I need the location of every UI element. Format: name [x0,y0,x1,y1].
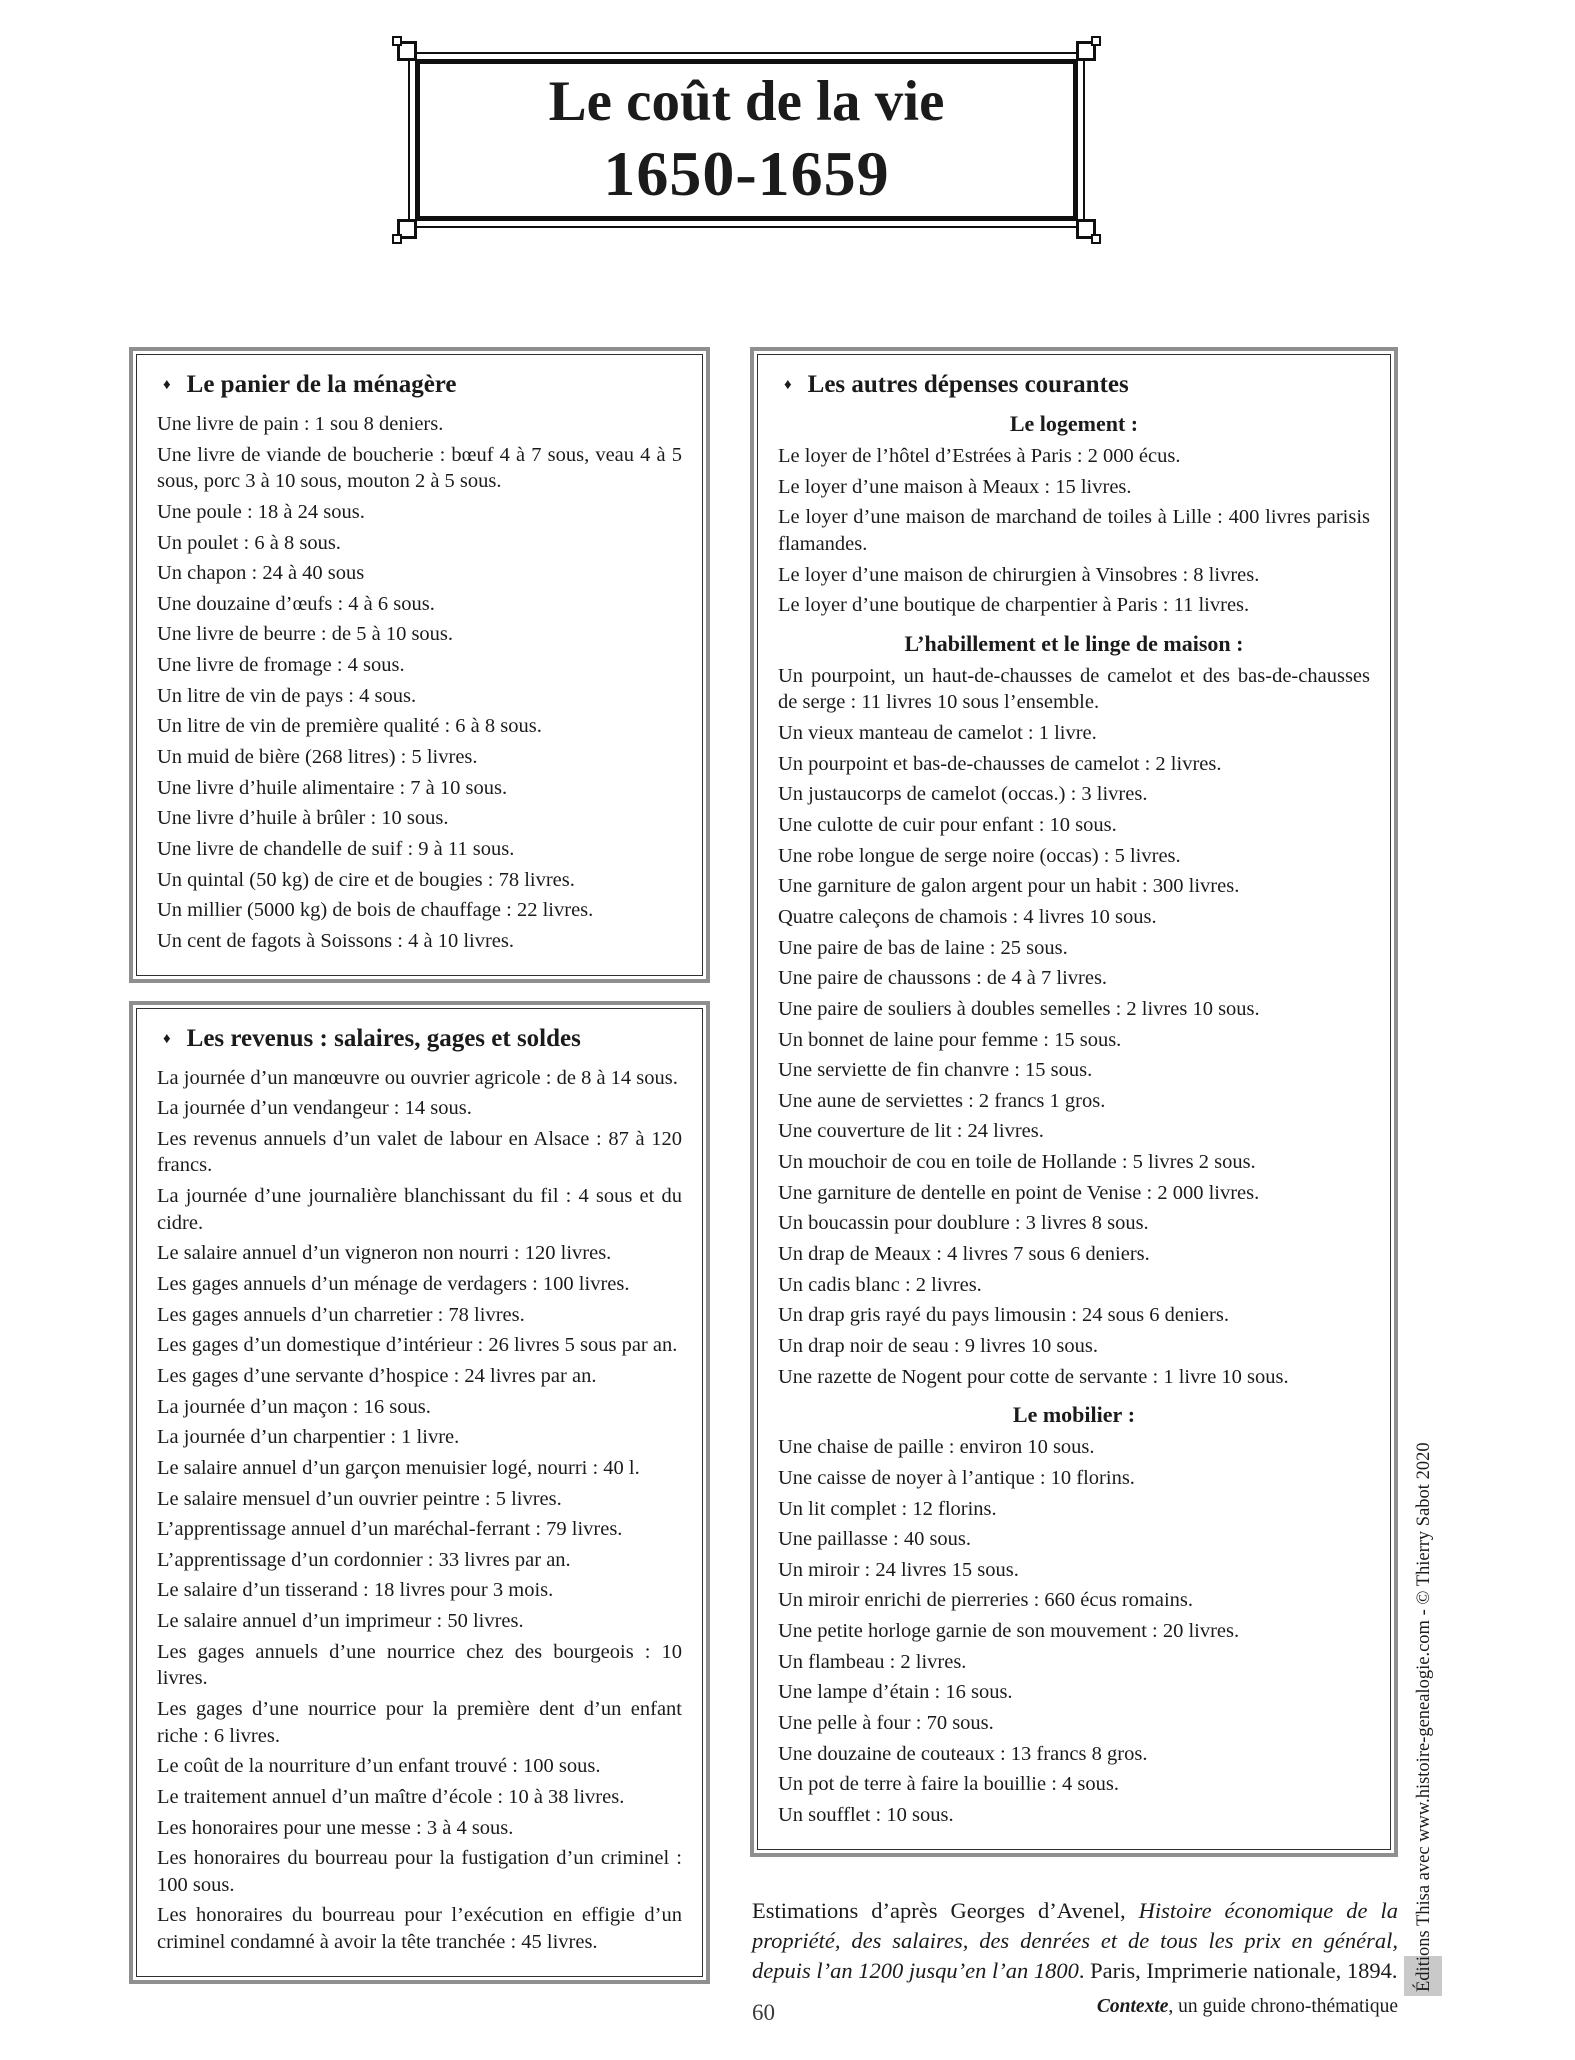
subsection-mobilier [778,1402,1370,1828]
price-item: Le loyer d’une boutique de charpentier à Paris : 11 livres. [778,594,1250,617]
price-item: Le loyer de l’hôtel d’Estrées à Paris : 2 000 écus. [778,445,1181,467]
price-item: Une poule : 18 à 24 sous. [157,500,365,523]
price-item: Les gages annuels d’un ménage de verdagers : 100 livres. [157,1273,630,1296]
price-item: Une paire de chaussons : de 4 à 7 livres. [778,967,1108,990]
price-item: Les gages annuels d’un charretier : 78 livres. [157,1303,525,1326]
price-item: Un quintal (50 kg) de cire et de bougies : 78 livres. [157,868,575,891]
price-item: Un muid de bière (268 litres) : 5 livres. [157,746,478,769]
price-item: Une couverture de lit : 24 livres. [778,1120,1044,1143]
subsection-logement [778,411,1370,619]
price-item: Le salaire mensuel d’un ouvrier peintre : 5 livres. [157,1487,562,1510]
right-column [748,345,1400,2037]
price-item: Un pourpoint, un haut-de-chausses de camelot et des bas-de-chausses de serge : 11 livres 10 sous l’ensemble. [778,664,1370,714]
section-heading [163,371,682,399]
price-item: Un justaucorps de camelot (occas.) : 3 livres. [778,783,1148,806]
price-item: Le loyer d’une maison à Meaux : 15 livres. [778,475,1132,498]
section-panier-menagere [136,354,703,976]
price-item: Un vieux manteau de camelot : 1 livre. [778,722,1097,745]
price-item: Une livre de chandelle de suif : 9 à 11 sous. [157,837,515,860]
price-item: Un lit complet : 12 florins. [778,1497,997,1520]
diamond-bullet-icon: ♦ [163,377,171,393]
price-item: Un cadis blanc : 2 livres. [778,1273,982,1296]
price-item: Un litre de vin de pays : 4 sous. [157,684,417,707]
price-item: Un chapon : 24 à 40 sous [157,562,365,585]
price-item: Une razette de Nogent pour cotte de servante : 1 livre 10 sous. [778,1365,1289,1388]
subsection-title: Le logement : [1009,411,1139,436]
price-item: Les honoraires du bourreau pour l’exécution en effigie d’un criminel condamné à avoir la tête tranchée : 45 livres. [157,1904,682,1954]
price-item: Une livre de viande de boucherie : bœuf 4 à 7 sous, veau 4 à 5 sous, porc 3 à 10 sous, mouton 2 à 5 sous. [157,443,682,493]
price-item: Le coût de la nourriture d’un enfant trouvé : 100 sous. [157,1755,601,1778]
price-item: Une livre de pain : 1 sou 8 deniers. [157,413,444,435]
price-list [157,1065,682,1956]
collection-tagline-rest: , un guide chrono-thématique [1168,1995,1398,2017]
price-item: Les gages d’une nourrice pour la première dent d’un enfant riche : 6 livres. [157,1697,682,1747]
diamond-bullet-icon: ♦ [163,1030,171,1047]
subsection-title: L’habillement et le linge de maison : [904,630,1244,656]
price-item: L’apprentissage annuel d’un maréchal-ferrant : 79 livres. [157,1518,623,1541]
price-item: Une petite horloge garnie de son mouvement : 20 livres. [778,1620,1240,1643]
page-title-years: 1650-1659 [603,138,890,210]
price-item: Un cent de fagots à Soissons : 4 à 10 livres. [157,929,514,952]
price-item: Un drap gris rayé du pays limousin : 24 sous 6 deniers. [778,1304,1229,1327]
price-item: Une lampe d’étain : 16 sous. [778,1681,1013,1704]
source-citation-suffix: . Paris, Imprimerie nationale, 1894. [1078,1957,1398,1983]
content-columns [127,345,1400,2037]
section-heading [163,1025,682,1053]
price-item: Une caisse de noyer à l’antique : 10 florins. [778,1466,1135,1489]
section-heading-label: Les autres dépenses courantes [807,371,1129,398]
price-item: Un boucassin pour doublure : 3 livres 8 sous. [778,1212,1149,1235]
price-item: Une paire de bas de laine : 25 sous. [778,936,1068,959]
price-item: Les honoraires pour une messe : 3 à 4 sous. [157,1816,514,1839]
section-heading [784,371,1370,399]
title-frame-inner [415,59,1078,221]
price-item: Le loyer d’une maison de marchand de toiles à Lille : 400 livres parisis flamandes. [778,506,1370,555]
left-column [127,345,712,1986]
price-item: La journée d’un charpentier : 1 livre. [157,1426,460,1449]
price-item: Les gages annuels d’une nourrice chez des bourgeois : 10 livres. [157,1640,682,1690]
price-item: Un millier (5000 kg) de bois de chauffage : 22 livres. [157,899,594,922]
price-item: Un litre de vin de première qualité : 6 à 8 sous. [157,715,542,738]
price-item: Une paillasse : 40 sous. [778,1528,972,1551]
price-item: Un drap de Meaux : 4 livres 7 sous 6 deniers. [778,1243,1150,1266]
source-citation [752,1896,1398,1986]
price-item: Les gages d’un domestique d’intérieur : 26 livres 5 sous par an. [157,1334,678,1357]
price-item: Une culotte de cuir pour enfant : 10 sous. [778,814,1117,837]
price-item: Un pourpoint et bas-de-chausses de camelot : 2 livres. [778,752,1222,775]
price-item: La journée d’un vendangeur : 14 sous. [157,1097,472,1120]
price-item: Une douzaine de couteaux : 13 francs 8 gros. [778,1742,1148,1765]
subsection-title: Le mobilier : [1012,1402,1136,1428]
price-item: Un miroir enrichi de pierreries : 660 écus romains. [778,1589,1193,1612]
price-item: Les gages d’une servante d’hospice : 24 livres par an. [157,1364,597,1387]
price-list [778,1434,1370,1828]
subsection-habillement [778,631,1370,1390]
price-item: Le loyer d’une maison de chirurgien à Vinsobres : 8 livres. [778,563,1260,586]
edition-credit-vertical: Éditions Thisa avec www.histoire-genealogie.com - © Thierry Sabot 2020 [1414,1442,1434,1992]
price-item: Le salaire annuel d’un imprimeur : 50 livres. [157,1610,524,1633]
price-item: Une garniture de dentelle en point de Venise : 2 000 livres. [778,1181,1260,1204]
price-item: Quatre caleçons de chamois : 4 livres 10 sous. [778,905,1157,928]
price-item: Un drap noir de seau : 9 livres 10 sous. [778,1334,1098,1357]
price-item: Une garniture de galon argent pour un habit : 300 livres. [778,875,1240,898]
page-title: Le coût de la vie [548,70,945,134]
section-heading-label: Le panier de la ménagère [186,371,457,398]
source-citation-book-title: Histoire économique de la propriété, des salaires, des denrées et de tous les prix en général, depuis l’an 1200 jusqu’en l’an 1800 [752,1897,1398,1983]
frame-corner-ornament-icon [1076,219,1096,239]
price-item: Le salaire annuel d’un garçon menuisier logé, nourri : 40 l. [157,1456,640,1479]
price-item: Une livre de fromage : 4 sous. [157,654,405,677]
price-item: Une chaise de paille : environ 10 sous. [778,1436,1095,1459]
frame-corner-ornament-icon [1076,41,1096,61]
price-item: Une livre de beurre : de 5 à 10 sous. [157,623,454,646]
price-item: Un soufflet : 10 sous. [778,1803,954,1826]
price-item: Une robe longue de serge noire (occas) : 5 livres. [778,844,1181,867]
price-item: Une paire de souliers à doubles semelles : 2 livres 10 sous. [778,997,1260,1020]
price-item: Une douzaine d’œufs : 4 à 6 sous. [157,592,435,615]
section-revenus [136,1008,703,1977]
price-item: La journée d’un maçon : 16 sous. [157,1395,431,1418]
price-item: Les honoraires du bourreau pour la fustigation d’un criminel : 100 sous. [157,1847,682,1896]
price-item: Un poulet : 6 à 8 sous. [157,531,341,554]
price-item: Le salaire d’un tisserand : 18 livres pour 3 mois. [157,1579,554,1602]
price-item: La journée d’un manœuvre ou ouvrier agricole : de 8 à 14 sous. [157,1066,678,1089]
diamond-bullet-icon: ♦ [784,377,792,393]
page-number: 60 [752,2000,775,2025]
section-autres-depenses [757,354,1391,1850]
frame-corner-ornament-icon [397,219,417,239]
price-item: Le traitement annuel d’un maître d’école : 10 à 38 livres. [157,1785,625,1808]
price-item: Une livre d’huile à brûler : 10 sous. [157,807,449,830]
price-item: Un flambeau : 2 livres. [778,1650,967,1673]
section-heading-label: Les revenus : salaires, gages et soldes [186,1024,581,1052]
price-item: Un miroir : 24 livres 15 sous. [778,1558,1019,1581]
price-list [778,663,1370,1390]
price-item: Les revenus annuels d’un valet de labour en Alsace : 87 à 120 francs. [157,1127,682,1177]
title-frame [408,52,1085,228]
collection-brand: Contexte [1096,1995,1169,2017]
price-item: Un mouchoir de cou en toile de Hollande : 5 livres 2 sous. [778,1151,1256,1174]
price-item: Un pot de terre à faire la bouillie : 4 sous. [778,1773,1119,1796]
price-item: La journée d’une journalière blanchissant du fil : 4 sous et du cidre. [157,1185,682,1234]
price-item: Une aune de serviettes : 2 francs 1 gros. [778,1089,1106,1112]
source-citation-prefix: Estimations d’après Georges d’Avenel, [752,1897,1139,1923]
price-item: Un bonnet de laine pour femme : 15 sous. [778,1028,1122,1051]
price-item: Une livre d’huile alimentaire : 7 à 10 sous. [157,776,508,799]
frame-corner-ornament-icon [397,41,417,61]
price-list [157,411,682,955]
price-list [778,443,1370,619]
price-item: Le salaire annuel d’un vigneron non nourri : 120 livres. [157,1242,612,1265]
price-item: L’apprentissage d’un cordonnier : 33 livres par an. [157,1548,571,1571]
price-item: Une pelle à four : 70 sous. [778,1711,994,1734]
price-item: Une serviette de fin chanvre : 15 sous. [778,1059,1093,1082]
